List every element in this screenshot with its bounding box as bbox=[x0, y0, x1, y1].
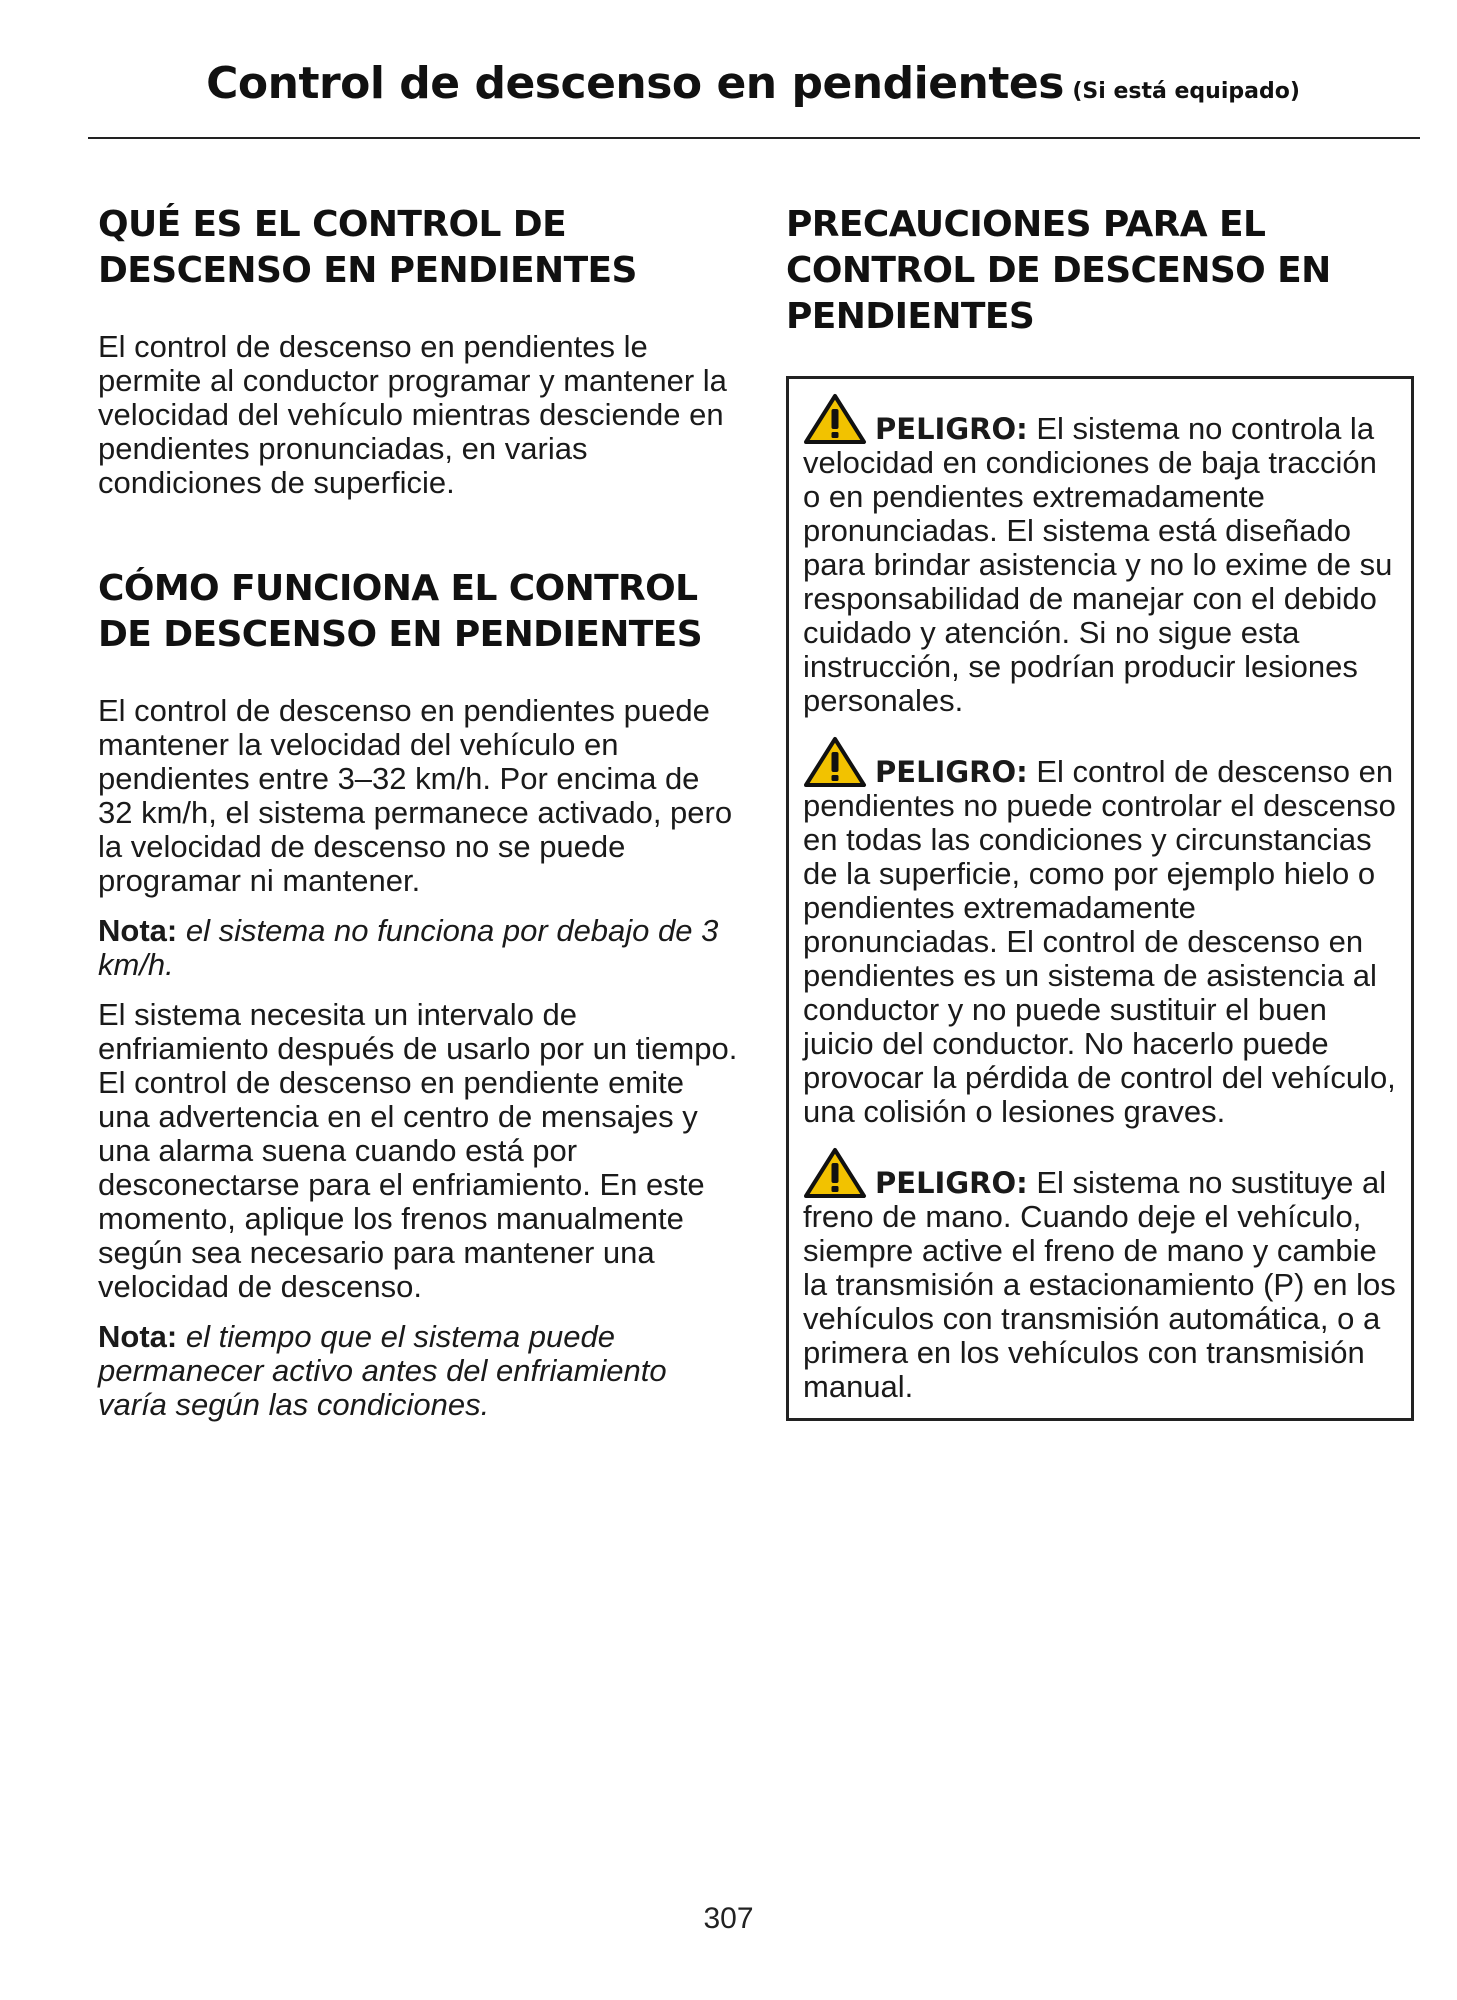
warning-1-text: El sistema no controla la velocidad en condiciones de baja tracción o en pendientes extremadamente pronunciadas. El sistema está diseñado para brindar asistencia y no lo exime de su responsabilidad de manejar con el debido cuidado y atención. Si no sigue esta instrucción, se podrían producir lesiones personales. bbox=[803, 411, 1393, 718]
note-1-label: Nota: bbox=[98, 913, 178, 948]
right-column bbox=[786, 202, 1414, 1421]
how-it-works-paragraph-1: El control de descenso en pendientes puede mantener la velocidad del vehículo en pendientes entre 3–32 km/h. Por encima de 32 km/h, el sistema permanece activado, pero la velocidad de descenso no se puede programar ni mantener. bbox=[98, 693, 733, 898]
section-heading-what-is: QUÉ ES EL CONTROL DE DESCENSO EN PENDIENTES bbox=[98, 204, 637, 291]
warning-3-text: El sistema no sustituye al freno de mano. Cuando deje el vehículo, siempre active el freno de mano y cambie la transmisión a estacionamiento (P) en los vehículos con transmisión automática, o a primera en los vehículos con transmisión manual. bbox=[803, 1165, 1396, 1404]
warning-2 bbox=[803, 736, 1397, 1129]
page-subtitle: (Si está equipado) bbox=[1072, 79, 1300, 104]
note-1-text: el sistema no funciona por debajo de 3 km/h. bbox=[98, 913, 719, 982]
section-heading-precautions: PRECAUCIONES PARA EL CONTROL DE DESCENSO EN PENDIENTES bbox=[786, 204, 1331, 337]
warning-triangle-icon bbox=[803, 393, 867, 445]
warning-3-label: PELIGRO: bbox=[875, 1166, 1028, 1200]
note-1 bbox=[98, 914, 738, 982]
page-header bbox=[88, 58, 1418, 109]
warning-box bbox=[786, 376, 1414, 1421]
section-heading-how-it-works: CÓMO FUNCIONA EL CONTROL DE DESCENSO EN PENDIENTES bbox=[98, 568, 703, 655]
left-column bbox=[98, 202, 738, 1438]
warning-2-label: PELIGRO: bbox=[875, 755, 1028, 789]
note-2-text: el tiempo que el sistema puede permanecer activo antes del enfriamiento varía según las condiciones. bbox=[98, 1319, 667, 1422]
note-2 bbox=[98, 1320, 738, 1422]
note-2-label: Nota: bbox=[98, 1319, 178, 1354]
warning-2-text: El control de descenso en pendientes no puede controlar el descenso en todas las condiciones y circunstancias de la superficie, como por ejemplo hielo o pendientes extremadamente pronunciadas. El control de descenso en pendientes es un sistema de asistencia al conductor y no puede sustituir el buen juicio del conductor. No hacerlo puede provocar la pérdida de control del vehículo, una colisión o lesiones graves. bbox=[803, 754, 1396, 1129]
page-number: 307 bbox=[703, 1902, 754, 1935]
warning-1 bbox=[803, 393, 1397, 718]
header-divider bbox=[88, 137, 1420, 139]
section-body-what-is: El control de descenso en pendientes le permite al conductor programar y mantener la velocidad del vehículo mientras desciende en pendientes pronunciadas, en varias condiciones de superficie. bbox=[98, 329, 727, 500]
warning-triangle-icon bbox=[803, 736, 867, 788]
warning-1-label: PELIGRO: bbox=[875, 412, 1028, 446]
warning-3 bbox=[803, 1147, 1397, 1404]
how-it-works-paragraph-2: El sistema necesita un intervalo de enfriamiento después de usarlo por un tiempo. El control de descenso en pendiente emite una advertencia en el centro de mensajes y una alarma suena cuando está por desconectarse para el enfriamiento. En este momento, aplique los frenos manualmente según sea necesario para mantener una velocidad de descenso. bbox=[98, 997, 738, 1304]
page-title: Control de descenso en pendientes bbox=[206, 58, 1064, 109]
warning-triangle-icon bbox=[803, 1147, 867, 1199]
